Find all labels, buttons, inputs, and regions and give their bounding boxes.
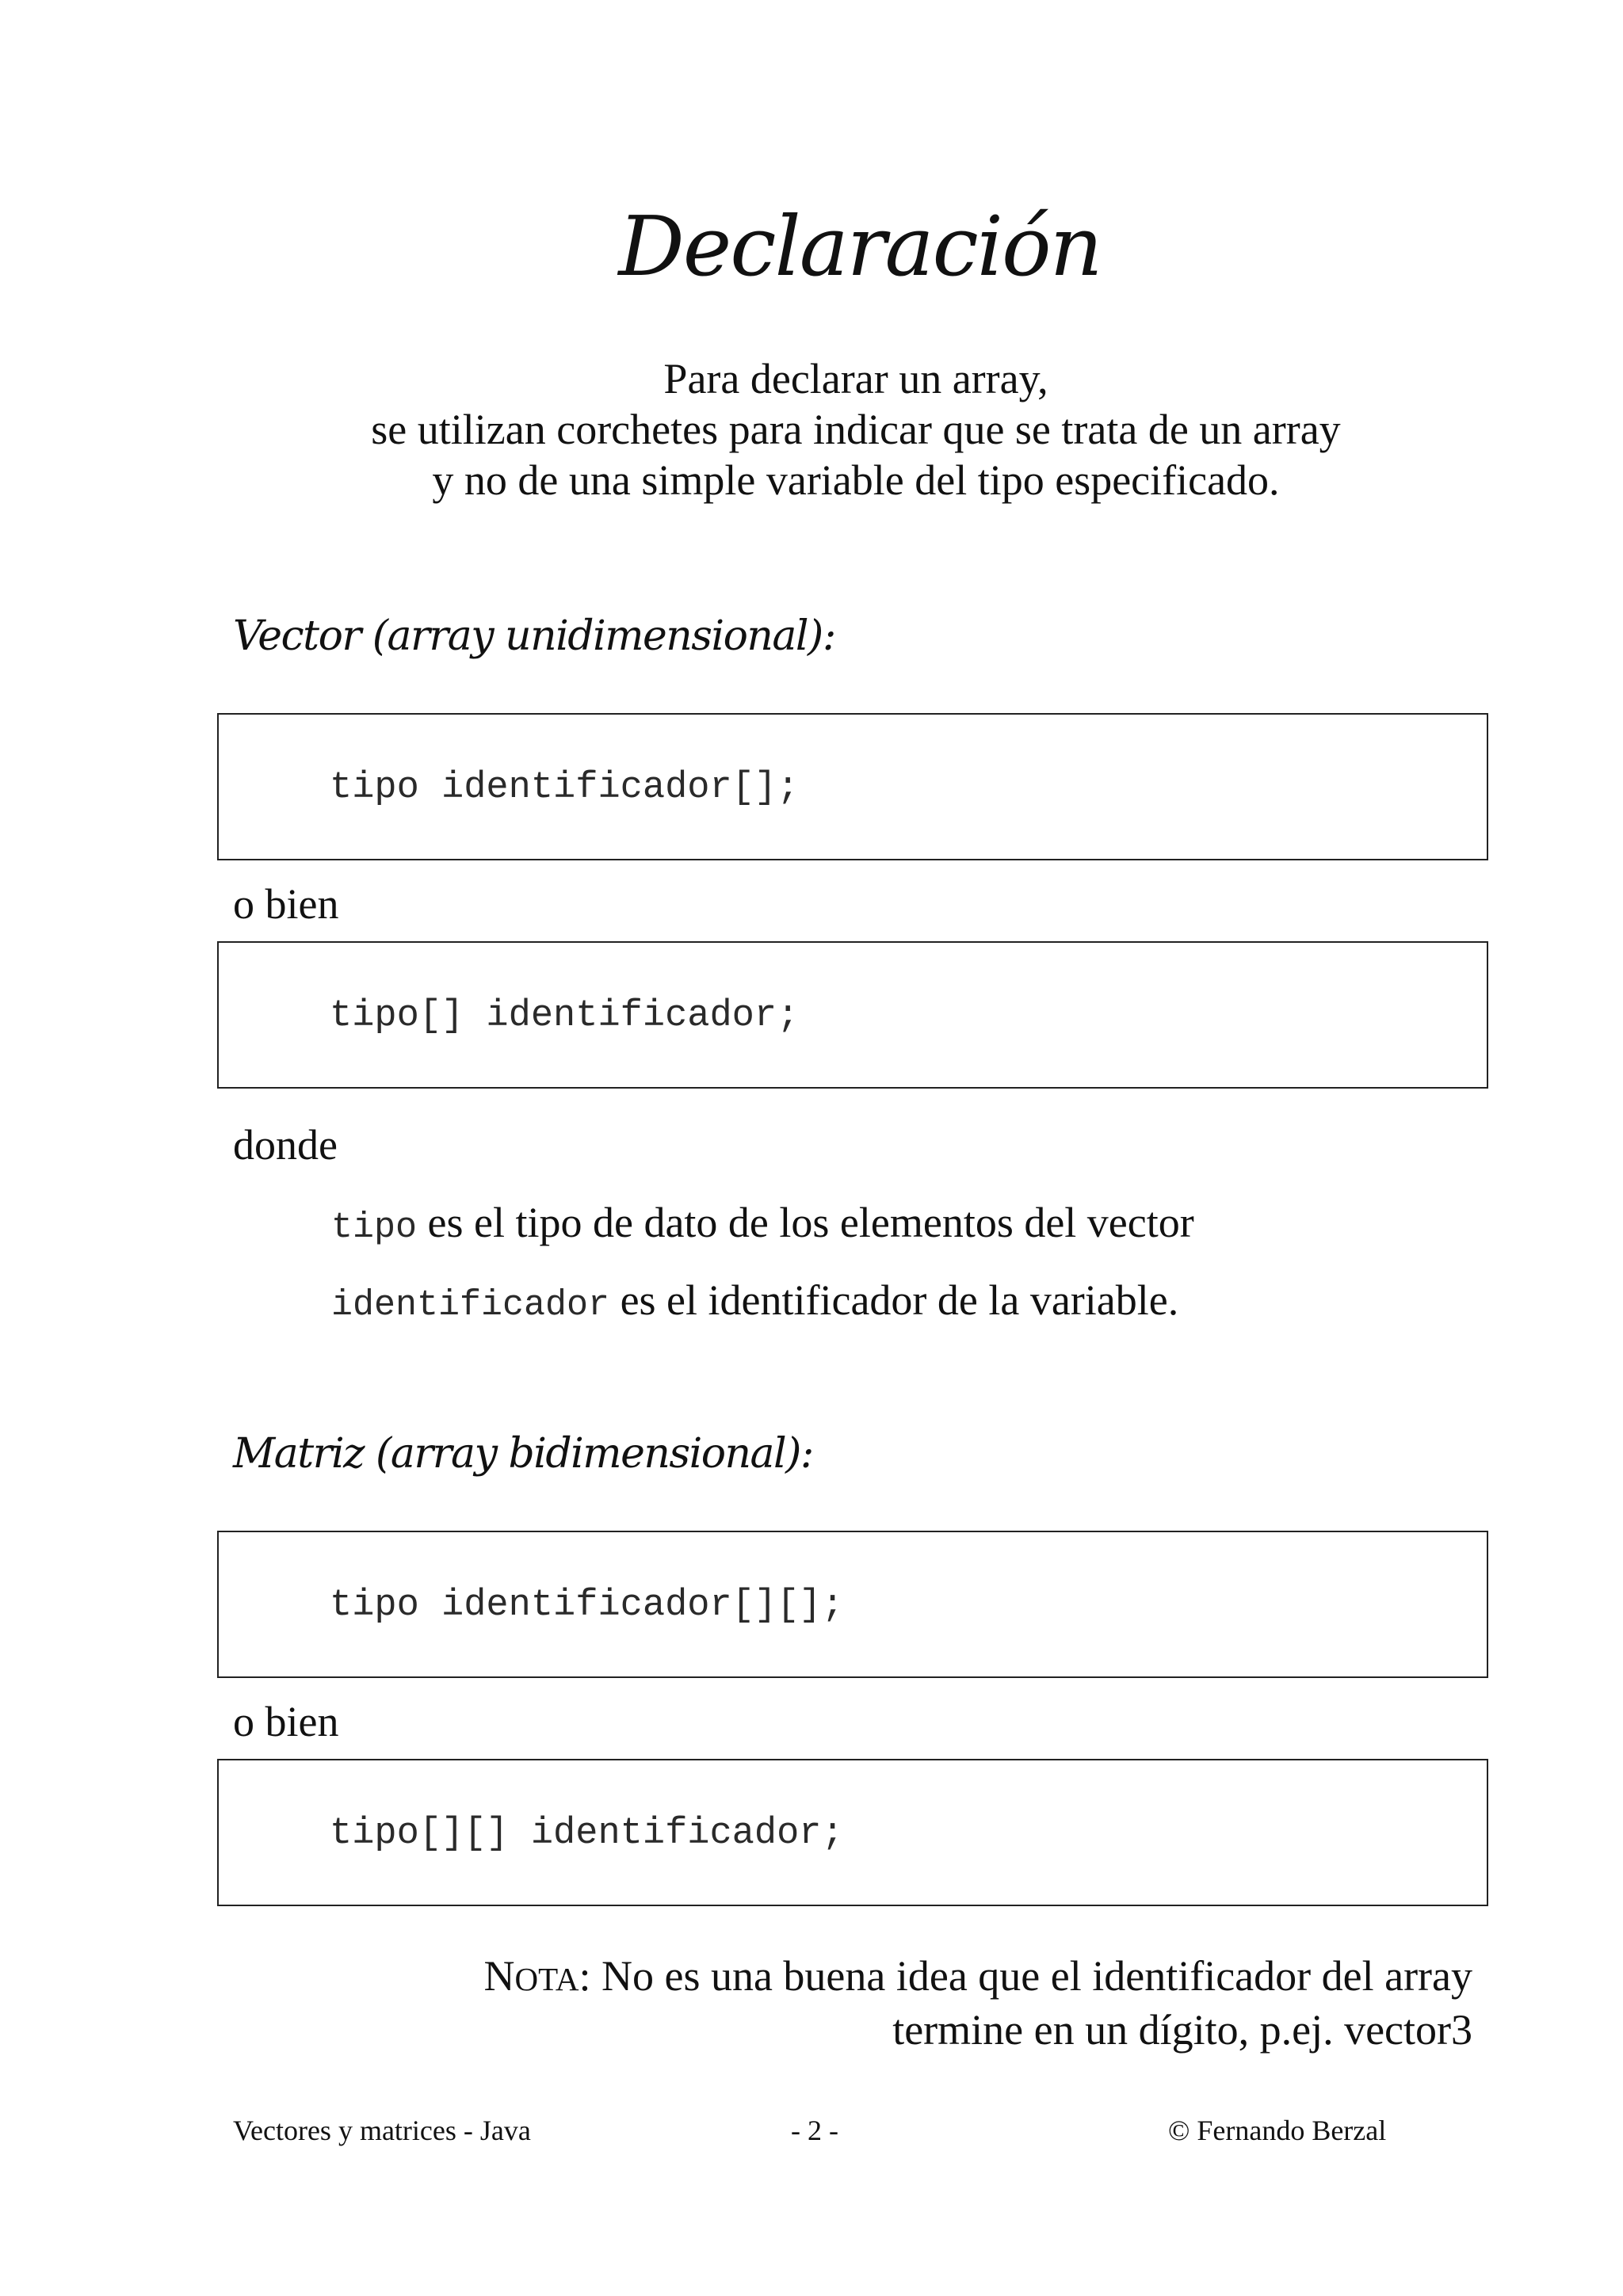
- vector-heading: Vector (array unidimensional):: [233, 612, 835, 660]
- intro-paragraph: [0, 353, 1623, 505]
- matrix-code-1: tipo identificador[][];: [330, 1585, 844, 1627]
- matrix-separator: o bien: [233, 1698, 339, 1745]
- vector-code-2: tipo[] identificador;: [330, 995, 800, 1037]
- matrix-code-2: tipo[][] identificador;: [330, 1813, 844, 1855]
- page-title: Declaración: [618, 198, 1102, 295]
- note-line-1: [484, 1951, 1473, 2004]
- note-block: [484, 1951, 1473, 2055]
- note-line-1-text: : No es una buena idea que el identificador del array: [579, 1952, 1472, 2000]
- footer-copyright: © Fernando Berzal: [1168, 2115, 1387, 2146]
- note-label-rest: OTA: [514, 1961, 579, 1997]
- note-line-2: termine en un dígito, p.ej. vector3: [892, 2006, 1472, 2054]
- definition-term-1: tipo: [331, 1207, 418, 1248]
- matrix-code-box-1: [217, 1531, 1488, 1678]
- note-label-initial: N: [483, 1952, 515, 2000]
- where-label: donde: [233, 1121, 338, 1169]
- definition-line-2: [331, 1272, 1178, 1333]
- footer-left: Vectores y matrices - Java: [233, 2115, 531, 2146]
- definition-text-2: es el identificador de la variable.: [609, 1276, 1179, 1324]
- intro-line-1: Para declarar un array,: [663, 355, 1048, 402]
- intro-line-2: se utilizan corchetes para indicar que se trata de un array: [371, 406, 1341, 453]
- vector-code-box-1: [217, 713, 1488, 860]
- intro-line-3: y no de una simple variable del tipo especificado.: [432, 456, 1280, 504]
- vector-code-box-2: [217, 941, 1488, 1089]
- matrix-heading: Matriz (array bidimensional):: [233, 1430, 813, 1478]
- definition-term-2: identificador: [331, 1285, 610, 1325]
- definition-text-1: es el tipo de dato de los elementos del vector: [417, 1199, 1194, 1246]
- matrix-code-box-2: [217, 1759, 1488, 1906]
- vector-separator: o bien: [233, 880, 339, 928]
- definition-line-1: [331, 1195, 1194, 1256]
- vector-code-1: tipo identificador[];: [330, 767, 800, 809]
- footer-page-number: - 2 -: [791, 2115, 838, 2146]
